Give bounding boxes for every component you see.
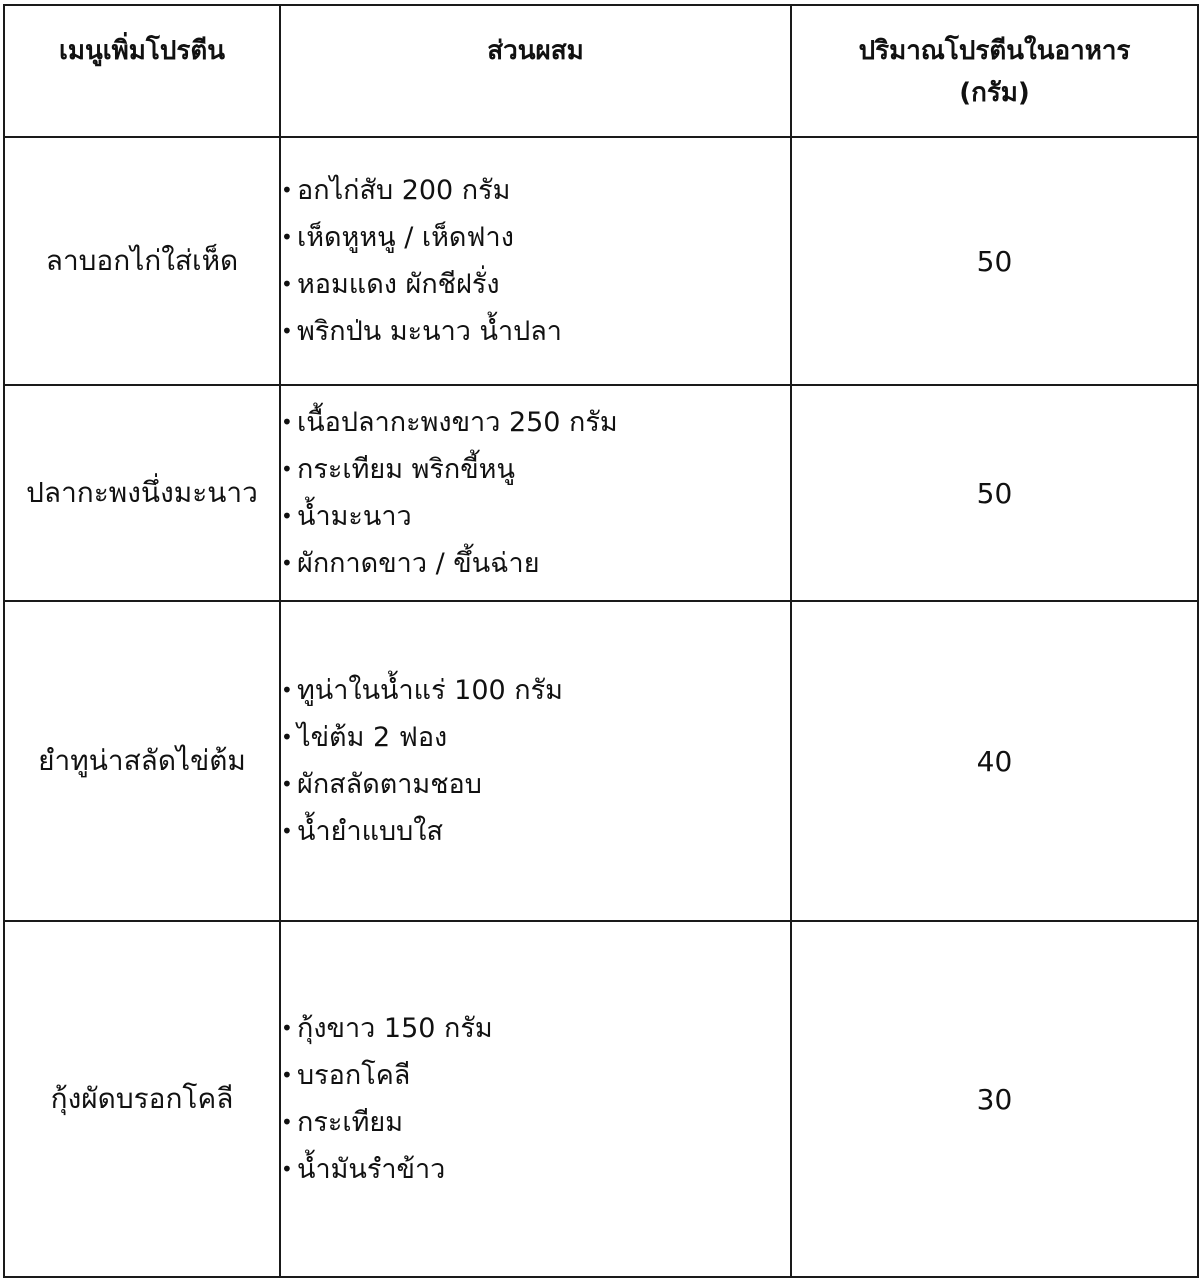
- ingredient-item: • น้ำยำแบบใส: [281, 808, 790, 855]
- ingredient-cell: [280, 921, 791, 1277]
- ingredient-cell: [280, 137, 791, 385]
- menu-name: กุ้งผัดบรอกโคลี: [4, 921, 280, 1277]
- ingredient-item: • หอมแดง ผักชีฝรั่ง: [281, 261, 790, 308]
- bullet-icon: •: [281, 819, 293, 843]
- protein-menu-table: [3, 4, 1199, 1278]
- protein-amount: 30: [791, 921, 1198, 1277]
- ingredient-list: [281, 1005, 790, 1193]
- table-row: [4, 921, 1198, 1277]
- menu-name: ลาบอกไก่ใส่เห็ด: [4, 137, 280, 385]
- bullet-icon: •: [281, 1063, 293, 1087]
- ingredient-item: • กระเทียม พริกขี้หนู: [281, 446, 790, 493]
- bullet-icon: •: [281, 725, 293, 749]
- ingredient-item: • พริกป่น มะนาว น้ำปลา: [281, 308, 790, 355]
- header-ingredients: ส่วนผสม: [280, 5, 791, 137]
- bullet-icon: •: [281, 410, 293, 434]
- ingredient-list: [281, 667, 790, 855]
- ingredient-item: • เห็ดหูหนู / เห็ดฟาง: [281, 214, 790, 261]
- protein-amount: 50: [791, 137, 1198, 385]
- ingredient-item: • น้ำมะนาว: [281, 493, 790, 540]
- header-menu: เมนูเพิ่มโปรตีน: [4, 5, 280, 137]
- ingredient-item: • บรอกโคลี: [281, 1052, 790, 1099]
- bullet-icon: •: [281, 551, 293, 575]
- ingredient-item: • ไข่ต้ม 2 ฟอง: [281, 714, 790, 761]
- ingredient-item: • เนื้อปลากะพงขาว 250 กรัม: [281, 399, 790, 446]
- protein-amount: 40: [791, 601, 1198, 921]
- bullet-icon: •: [281, 272, 293, 296]
- ingredient-cell: [280, 601, 791, 921]
- bullet-icon: •: [281, 772, 293, 796]
- bullet-icon: •: [281, 225, 293, 249]
- menu-name: ปลากะพงนึ่งมะนาว: [4, 385, 280, 601]
- menu-name: ยำทูน่าสลัดไข่ต้ม: [4, 601, 280, 921]
- bullet-icon: •: [281, 1157, 293, 1181]
- protein-amount: 50: [791, 385, 1198, 601]
- ingredient-item: • น้ำมันรำข้าว: [281, 1146, 790, 1193]
- ingredient-item: • กุ้งขาว 150 กรัม: [281, 1005, 790, 1052]
- bullet-icon: •: [281, 678, 293, 702]
- bullet-icon: •: [281, 319, 293, 343]
- ingredient-item: • ผักสลัดตามชอบ: [281, 761, 790, 808]
- ingredient-item: • อกไก่สับ 200 กรัม: [281, 167, 790, 214]
- bullet-icon: •: [281, 178, 293, 202]
- ingredient-list: [281, 167, 790, 355]
- ingredient-list: [281, 399, 790, 587]
- bullet-icon: •: [281, 1110, 293, 1134]
- header-protein: ปริมาณโปรตีนในอาหาร (กรัม): [791, 5, 1198, 137]
- ingredient-item: • ทูน่าในน้ำแร่ 100 กรัม: [281, 667, 790, 714]
- bullet-icon: •: [281, 1016, 293, 1040]
- bullet-icon: •: [281, 504, 293, 528]
- ingredient-item: • ผักกาดขาว / ขึ้นฉ่าย: [281, 540, 790, 587]
- bullet-icon: •: [281, 457, 293, 481]
- header-row: [4, 5, 1198, 137]
- ingredient-item: • กระเทียม: [281, 1099, 790, 1146]
- table-row: [4, 601, 1198, 921]
- table-row: [4, 137, 1198, 385]
- ingredient-cell: [280, 385, 791, 601]
- table-row: [4, 385, 1198, 601]
